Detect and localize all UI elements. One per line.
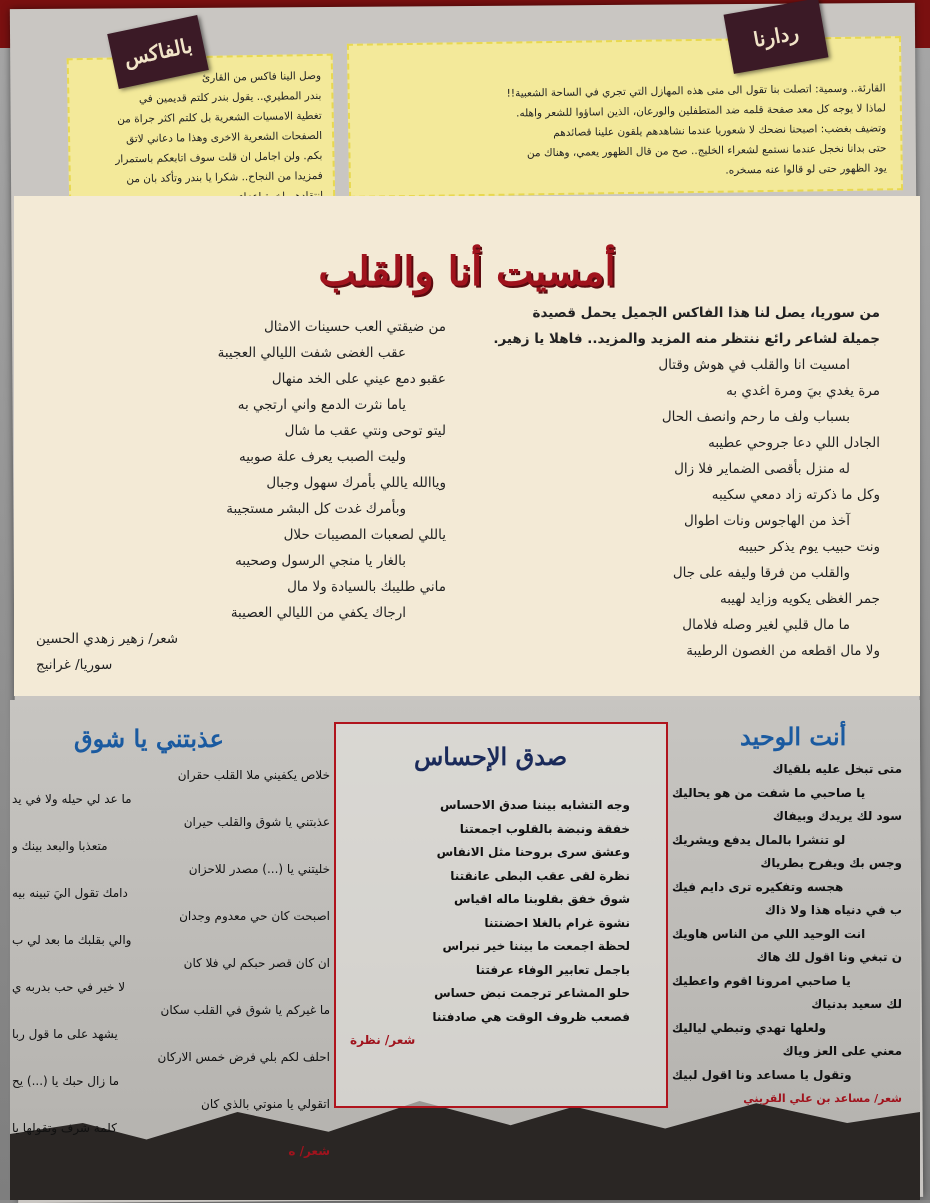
- center-poem-text: [350, 794, 630, 1053]
- text-line: الصفحات الشعرية الاخرى وهذا ما دعاني لاتق: [125, 129, 323, 146]
- text-line: بندر المطيري.. يقول بندر كلتم قديمين في: [138, 89, 322, 106]
- text-line: عذبتني يا شوق والقلب حيران: [183, 815, 330, 829]
- radar-tag: ردارنا: [724, 0, 829, 74]
- text-line: ولعلها تهدي وتبطي لياليك: [672, 1020, 827, 1035]
- center-poem-title: صدق الإحساس: [414, 742, 568, 771]
- text-line: شعر/ زهير زهدي الحسين: [36, 631, 179, 647]
- text-line: عقبو دمع عيني على الخد منهال: [271, 371, 446, 387]
- text-line: وصل الينا فاكس من القارئ: [201, 69, 322, 84]
- text-line: وتقول يا مساعد ونا اقول لبيك: [672, 1067, 852, 1082]
- text-line: ارجاك يكفي من الليالي العصيبة: [230, 605, 406, 621]
- text-line: وجه التشابه بيننا صدق الاحساس: [439, 798, 630, 812]
- text-line: حلو المشاعر ترجمت نبض حساس: [434, 986, 630, 1000]
- text-line: شعر/ نظرة: [350, 1033, 416, 1047]
- main-poem-right-column: [480, 300, 880, 664]
- text-line: وكل ما ذكرته زاد دمعي سكيبه: [711, 487, 880, 503]
- text-line: سود لك يريدك وبيفاك: [772, 809, 902, 823]
- text-line: شعر/ مساعد بن علي القريني: [743, 1092, 902, 1105]
- text-line: لحظة اجمعت ما بيننا خير نبراس: [442, 939, 630, 953]
- text-line: ما عد لي حيله ولا في يد: [12, 791, 132, 806]
- text-line: له منزل بأقصى الضماير فلا زال: [674, 461, 850, 477]
- left-poem-title: عذبتني يا شوق: [74, 724, 224, 753]
- text-line: شعر/ ه: [288, 1144, 330, 1158]
- text-line: خلاص يكفيني ملا القلب حقران: [177, 768, 330, 782]
- text-line: ونت حبيب يوم يذكر حبيبه: [737, 539, 880, 555]
- text-line: وجس بك ويفرح بطرياك: [760, 856, 902, 870]
- main-poem-panel: [14, 196, 920, 696]
- text-line: وبأمرك غدت كل البشر مستجيبة: [226, 501, 406, 517]
- left-poem-text: [12, 764, 330, 1164]
- text-line: سوريا/ غرانيج: [36, 657, 113, 673]
- text-line: ماني طليبك بالسيادة ولا مال: [287, 579, 446, 595]
- text-line: ما زال حبك يا (...) يح: [12, 1073, 120, 1088]
- text-line: ان كان قصر حبكم لي فلا كان: [183, 956, 330, 970]
- text-line: ما غيركم يا شوق في القلب سكان: [160, 1003, 330, 1017]
- fax-tag: بالفاكس: [107, 15, 209, 89]
- text-line: وياالله ياللي بأمرك سهول وجبال: [266, 475, 446, 491]
- text-line: ب في دنياه هذا ولا ذاك: [764, 903, 902, 917]
- text-line: امسيت انا والقلب في هوش وقتال: [658, 357, 850, 373]
- text-line: وليت الصبب يعرف علة صوبيه: [238, 449, 406, 465]
- text-line: باجمل تعابير الوفاء عرفتنا: [475, 962, 630, 977]
- text-line: ن تبغي ونا اقول لك هاك: [756, 950, 902, 964]
- text-line: عقب الغضى شفت الليالي العجيبة: [217, 345, 406, 361]
- text-line: دامك تقول اليَ تبينه بيه: [12, 885, 128, 900]
- text-line: جميلة لشاعر رائع ننتظر منه المزيد والمزيد.. فاهلا يا زهير.: [493, 331, 880, 347]
- text-line: متعذبا والبعد بينك و: [12, 838, 108, 853]
- text-line: مرة يغدي بيَ ومرة اغدي به: [726, 383, 880, 399]
- text-line: بكم. ولن اجامل ان قلت سوف اتابعكم باستمرار: [115, 149, 323, 166]
- text-line: يود الظهور حتى لو قالوا عنه مسخره.: [725, 162, 887, 177]
- text-line: حتى بدانا نخجل عندما نستمع لشعراء الخليج.. صح من قال الظهور يعمي، وهناك من: [526, 142, 887, 160]
- text-line: اصبحت كان حي معدوم وجدان: [179, 909, 330, 923]
- text-line: ليتو توحى ونتي عقب ما شال: [284, 423, 446, 439]
- text-line: وعشق سرى بروحنا مثل الانفاس: [436, 845, 630, 859]
- text-line: فصعب ظروف الوقت هي صادفتنا: [432, 1009, 630, 1024]
- text-line: جمر الغظى يكويه وزايد لهيبه: [719, 591, 880, 607]
- text-line: بالغار يا منجي الرسول وصحيبه: [235, 553, 406, 569]
- main-poem-title: أمسيت أنا والقلب: [318, 248, 616, 295]
- text-line: كلمة شرف وتقولها يا: [12, 1120, 117, 1135]
- text-line: نظرة لقى عقب البطى عانقتنا: [450, 868, 630, 883]
- text-line: خفقة ونبضة بالقلوب اجمعتنا: [459, 821, 630, 836]
- text-line: آخذ من الهاجوس ونات اطوال: [684, 513, 850, 529]
- fax-note-box: [67, 54, 336, 211]
- text-line: والي بقلبك ما بعد لي ب: [12, 932, 132, 947]
- text-line: اتقولي يا منوتي بالذي كان: [201, 1097, 330, 1111]
- text-line: لا خير في حب بدربه ي: [12, 979, 126, 994]
- main-poem-left-column: [36, 314, 446, 678]
- text-line: بسباب ولف ما رحم وانصف الحال: [661, 409, 850, 425]
- text-line: احلف لكم بلي فرض خمس الاركان: [157, 1050, 330, 1064]
- text-line: شوق خفق بقلوبنا ماله اقياس: [454, 892, 630, 906]
- text-line: ياما نثرت الدمع واني ارتجي به: [237, 397, 406, 413]
- text-line: الجادل اللي دعا جروحي عطيبه: [708, 435, 880, 451]
- radar-note-box: [347, 36, 903, 198]
- text-line: هجسه وتفكيره ترى دايم فيك: [672, 879, 844, 894]
- text-line: وتضيف بغضب: اصبحنا نضحك لا شعوريا عندما نشاهدهم يلقون علينا قصائدهم: [553, 122, 887, 140]
- text-line: خليتني يا (...) مصدر للاحزان: [188, 862, 330, 876]
- text-line: لو تنشرا بالمال يدفع ويشريك: [672, 832, 846, 847]
- text-line: القارئة.. وسمية: اتصلت بنا تقول الى متى هذه المهازل التي تجري في الساحة الشعبية!!: [506, 82, 886, 100]
- text-line: انت الوحيد اللي من الناس هاويك: [672, 926, 866, 941]
- text-line: نشوة غرام بالغلا احضنتنا: [484, 915, 630, 930]
- text-line: يا صاحبي ما شفت من هو يحاليك: [672, 785, 866, 800]
- right-poem-text: [672, 758, 902, 1111]
- text-line: معني على العز وياك: [782, 1044, 902, 1058]
- text-line: فمزيدا من النجاح.. شكرا يا بندر وتأكد بان من: [126, 169, 323, 186]
- text-line: من ضيقتي العب حسينات الامثال: [263, 319, 446, 335]
- text-line: متى تبخل عليه بلقياك: [772, 762, 902, 776]
- text-line: من سوريا، يصل لنا هذا الفاكس الجميل يحمل قصيدة: [532, 305, 880, 321]
- text-line: ولا مال اقطعه من الغصون الرطيبة: [686, 643, 880, 659]
- text-line: تغطية الامسيات الشعرية بل كلتم اكثر جراة من: [117, 109, 322, 126]
- text-line: ما مال قلبي لغير وصله فلامال: [682, 617, 850, 633]
- text-line: يا صاحبي امرونا اقوم واعطيك: [672, 973, 851, 988]
- right-poem-title: أنت الوحيد: [740, 722, 847, 751]
- text-line: لماذا لا يوجه كل معد صفحة قلمه ضد المتطفلين والورعان، الذين اساؤوا للشعر واهله.: [515, 102, 886, 120]
- text-line: والقلب من فرقا وليفه على جال: [672, 565, 850, 581]
- text-line: يشهد على ما قول ربا: [12, 1026, 118, 1041]
- text-line: لك سعيد بدنياك: [811, 997, 902, 1011]
- text-line: ياللي لصعبات المصيبات حلال: [283, 527, 446, 543]
